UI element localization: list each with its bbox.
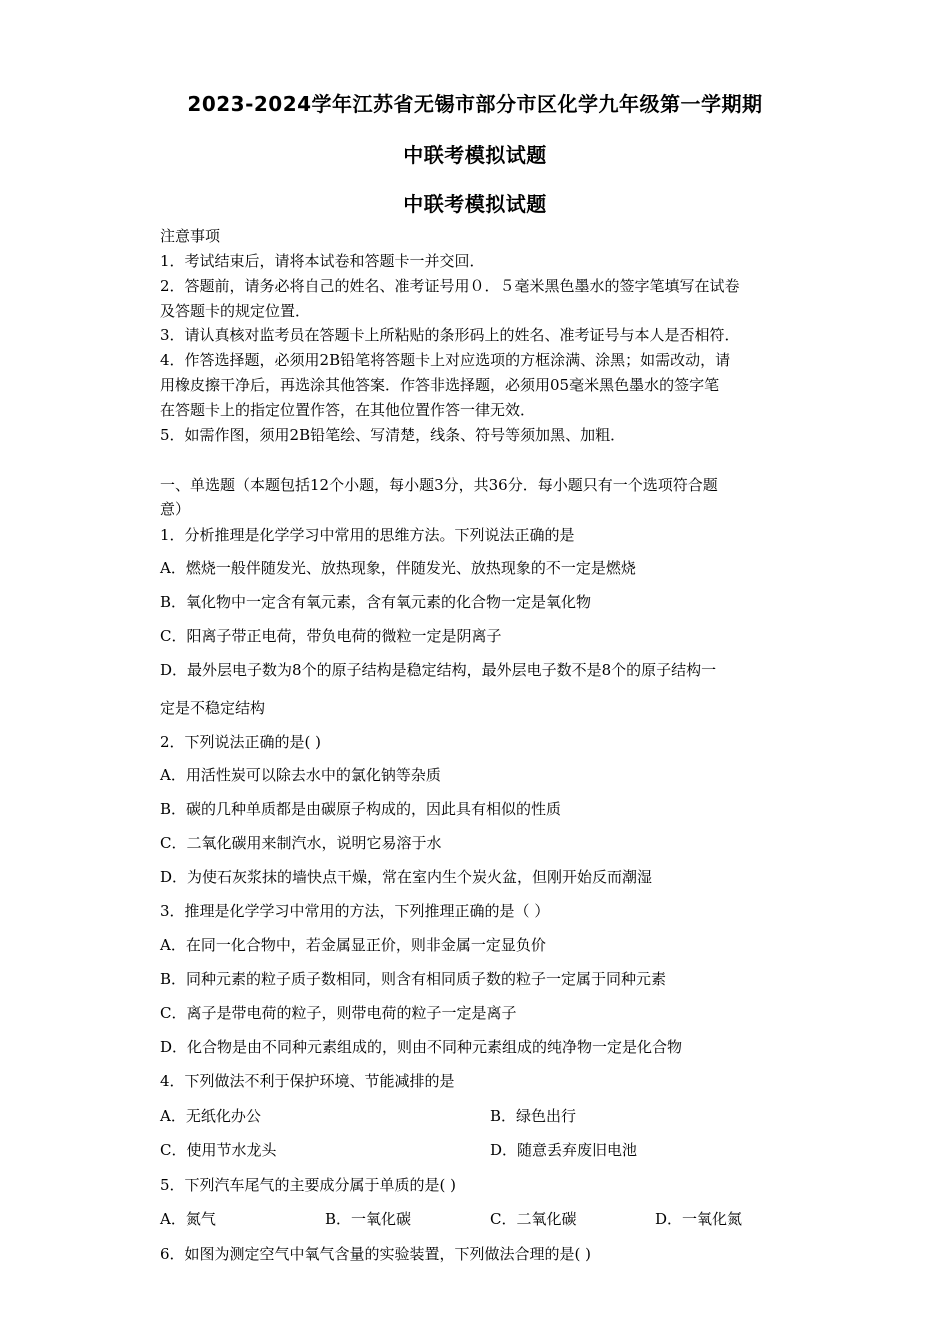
q4-option-a: A．无纸化办公 <box>160 1107 261 1125</box>
notice-line-6: 用橡皮擦干净后，再选涂其他答案．作答非选择题，必须用05毫米黑色墨水的签字笔 <box>160 376 720 394</box>
notice-line-1: 1．考试结束后，请将本试卷和答题卡一并交回． <box>160 252 485 270</box>
q2-option-b: B．碳的几种单质都是由碳原子构成的，因此具有相似的性质 <box>160 800 562 818</box>
notice-line-3: 及答题卡的规定位置． <box>160 302 311 320</box>
notice-line-5: 4．作答选择题，必须用2B铅笔将答题卡上对应选项的方框涂满、涂黑；如需改动，请 <box>160 351 731 369</box>
notice-line-7: 在答题卡上的指定位置作答，在其他位置作答一律无效． <box>160 401 536 419</box>
q1-option-d-line-2: 定是不稳定结构 <box>160 699 266 717</box>
notice-line-2: 2．答题前，请务必将自己的姓名、准考证号用０．５毫米黑色墨水的签字笔填写在试卷 <box>160 277 740 295</box>
q1-option-c: C．阳离子带正电荷，带负电荷的微粒一定是阴离子 <box>160 627 502 645</box>
q4-stem: 4．下列做法不利于保护环境、节能减排的是 <box>160 1072 455 1090</box>
q1-option-d-line-1: D．最外层电子数为8个的原子结构是稳定结构，最外层电子数不是8个的原子结构一 <box>160 661 717 679</box>
q1-option-b: B．氧化物中一定含有氧元素，含有氧元素的化合物一定是氧化物 <box>160 593 592 611</box>
q3-option-c: C．离子是带电荷的粒子，则带电荷的粒子一定是离子 <box>160 1004 517 1022</box>
notice-line-8: 5．如需作图，须用2B铅笔绘、写清楚，线条、符号等须加黑、加粗． <box>160 426 626 444</box>
q3-option-d: D．化合物是由不同种元素组成的，则由不同种元素组成的纯净物一定是化合物 <box>160 1038 683 1056</box>
exam-title-line-1: 2023-2024学年江苏省无锡市部分市区化学九年级第一学期期 <box>187 92 763 116</box>
notice-heading: 注意事项 <box>160 227 221 245</box>
q5-option-a: A．氮气 <box>160 1210 216 1228</box>
q5-option-b: B．一氧化碳 <box>325 1210 412 1228</box>
q1-stem: 1．分析推理是化学学习中常用的思维方法。下列说法正确的是 <box>160 526 575 544</box>
q2-option-a: A．用活性炭可以除去水中的氯化钠等杂质 <box>160 766 441 784</box>
q5-option-c: C．二氧化碳 <box>490 1210 577 1228</box>
q1-option-a: A．燃烧一般伴随发光、放热现象，伴随发光、放热现象的不一定是燃烧 <box>160 559 636 577</box>
q5-stem: 5．下列汽车尾气的主要成分属于单质的是( ) <box>160 1176 457 1194</box>
section-heading-line-1: 一、单选题（本题包括12个小题，每小题3分，共36分．每小题只有一个选项符合题 <box>160 476 718 494</box>
exam-title-line-2: 中联考模拟试题 <box>403 143 547 167</box>
q3-option-a: A．在同一化合物中，若金属显正价，则非金属一定显负价 <box>160 936 546 954</box>
q6-stem: 6．如图为测定空气中氧气含量的实验装置，下列做法合理的是( ) <box>160 1245 592 1263</box>
q2-option-d: D．为使石灰浆抹的墙快点干燥，常在室内生个炭火盆，但刚开始反而潮湿 <box>160 868 653 886</box>
q2-stem: 2．下列说法正确的是( ) <box>160 733 322 751</box>
q3-option-b: B．同种元素的粒子质子数相同，则含有相同质子数的粒子一定属于同种元素 <box>160 970 667 988</box>
q2-option-c: C．二氧化碳用来制汽水，说明它易溶于水 <box>160 834 442 852</box>
notice-line-4: 3．请认真核对监考员在答题卡上所粘贴的条形码上的姓名、准考证号与本人是否相符． <box>160 326 740 344</box>
q3-stem: 3．推理是化学学习中常用的方法，下列推理正确的是（ ） <box>160 902 550 920</box>
exam-title-line-3: 中联考模拟试题 <box>403 192 547 216</box>
q5-option-d: D．一氧化氮 <box>655 1210 743 1228</box>
section-heading-line-2: 意） <box>160 500 191 518</box>
q4-option-c: C．使用节水龙头 <box>160 1141 277 1159</box>
q4-option-b: B．绿色出行 <box>490 1107 577 1125</box>
q4-option-d: D．随意丢弃废旧电池 <box>490 1141 638 1159</box>
